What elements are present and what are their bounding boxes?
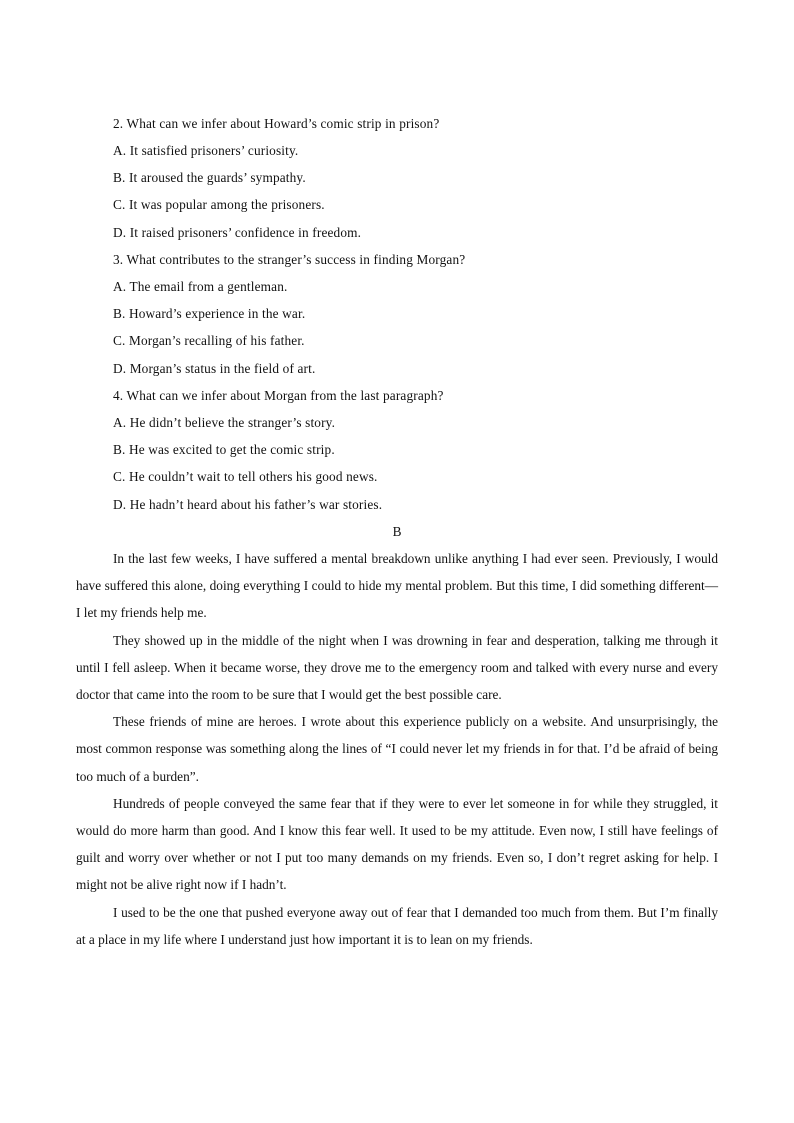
question-2-option-b: B. It aroused the guards’ sympathy. [113, 170, 306, 185]
question-3-option-d: D. Morgan’s status in the field of art. [113, 361, 316, 376]
question-2-stem: 2. What can we infer about Howard’s comic strip in prison? [113, 116, 440, 131]
passage-paragraph: In the last few weeks, I have suffered a mental breakdown unlike anything I had ever seen. Previously, I would have suffered this alone, doing everything I could to hide my mental problem. But this time, I did something different—I let my friends help me. [76, 551, 718, 621]
question-3-option-b: B. Howard’s experience in the war. [113, 306, 306, 321]
question-4-option-d: D. He hadn’t heard about his father’s war stories. [113, 497, 383, 512]
passage-paragraph: These friends of mine are heroes. I wrote about this experience publicly on a website. And unsurprisingly, the most common response was something along the lines of “I could never let my friends in for that. I’d be afraid of being too much of a burden”. [76, 714, 718, 784]
passage-paragraph: They showed up in the middle of the night when I was drowning in fear and desperation, talking me through it until I fell asleep. When it became worse, they drove me to the emergency room and talked with every nurse and every doctor that came into the room to be sure that I would get the best possible care. [76, 632, 718, 703]
question-4-option-c: C. He couldn’t wait to tell others his good news. [113, 469, 378, 484]
question-3-option-c: C. Morgan’s recalling of his father. [113, 333, 305, 348]
section-label: B [392, 524, 402, 539]
question-2-option-c: C. It was popular among the prisoners. [113, 197, 325, 212]
question-2-option-a: A. It satisfied prisoners’ curiosity. [113, 143, 299, 158]
question-4-stem: 4. What can we infer about Morgan from the last paragraph? [113, 388, 444, 403]
passage-paragraph: I used to be the one that pushed everyone away out of fear that I demanded too much from them. But I’m finally at a place in my life where I understand just how important it is to lean on my friends. [76, 904, 718, 947]
question-3-stem: 3. What contributes to the stranger’s success in finding Morgan? [113, 252, 466, 267]
question-4-option-b: B. He was excited to get the comic strip. [113, 442, 335, 457]
passage-body [76, 545, 718, 953]
question-2-option-d: D. It raised prisoners’ confidence in freedom. [113, 225, 362, 240]
passage-paragraph: Hundreds of people conveyed the same fear that if they were to ever let someone in for while they struggled, it would do more harm than good. And I know this fear well. It used to be my attitude. Even now, I still have feelings of guilt and worry over whether or not I put too many demands on my friends. Even so, I don’t regret asking for help. I might not be alive right now if I hadn’t. [76, 795, 718, 893]
question-3-option-a: A. The email from a gentleman. [113, 279, 288, 294]
question-4-option-a: A. He didn’t believe the stranger’s story. [113, 415, 336, 430]
